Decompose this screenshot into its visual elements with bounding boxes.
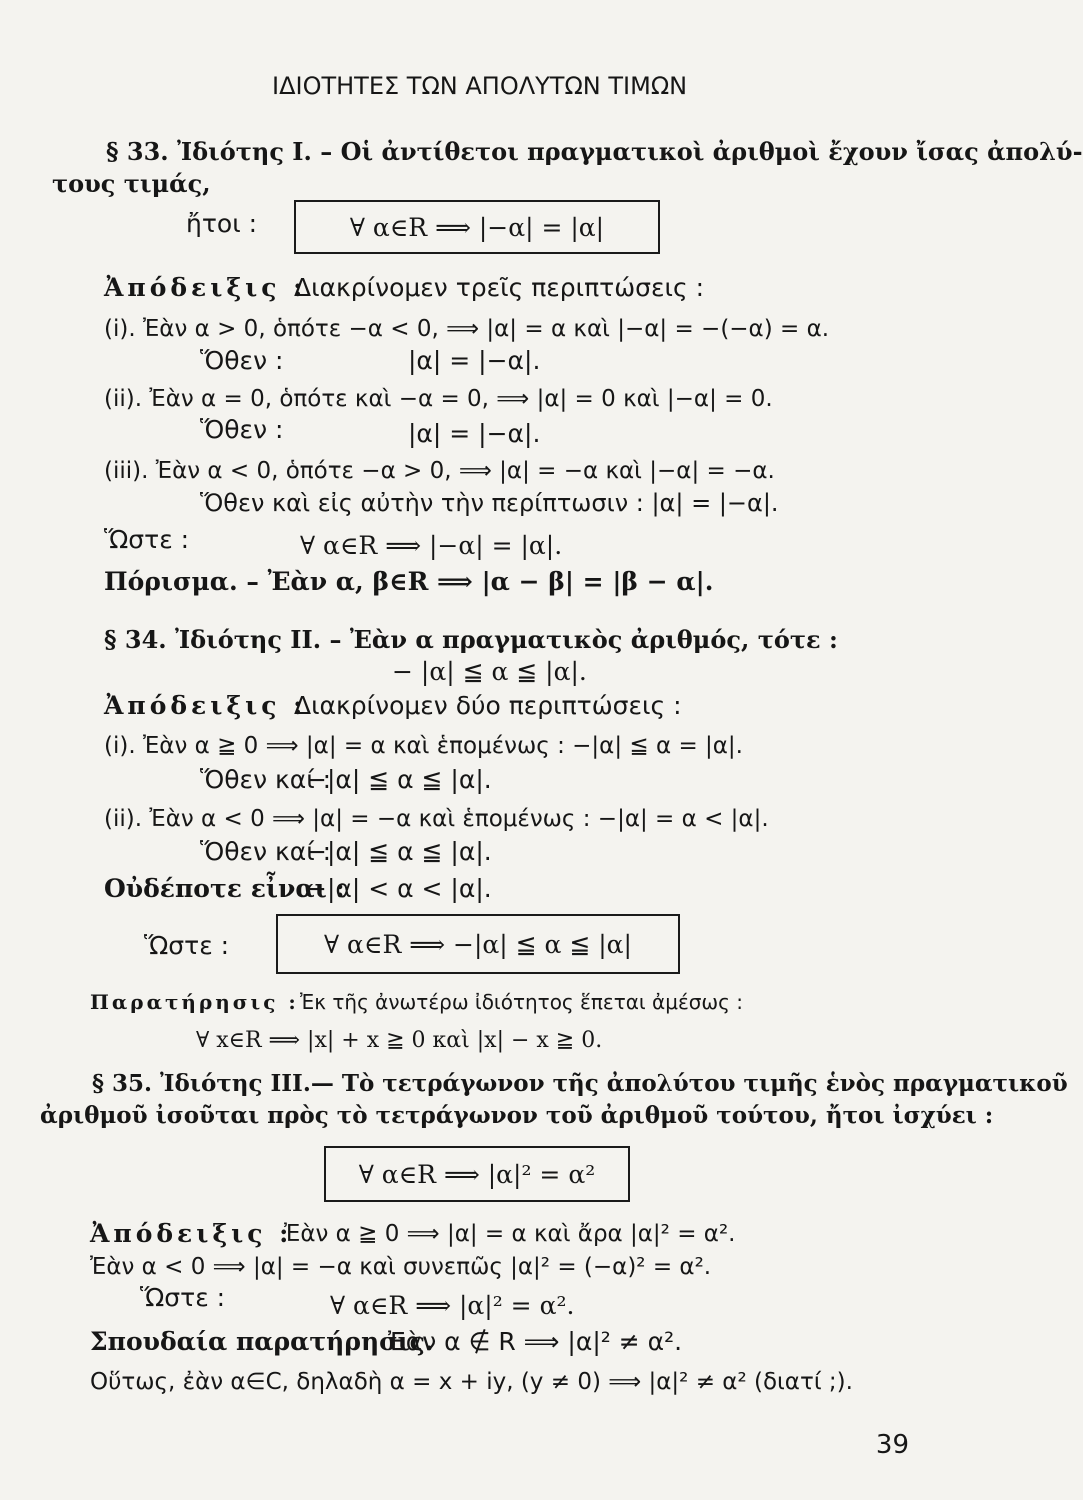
s33-case1: (i). Ἐὰν α > 0, ὁπότε −α < 0, ⟹ |α| = α καὶ |−α| = −(−α) = α. bbox=[104, 316, 830, 342]
page-number: 39 bbox=[875, 1430, 909, 1460]
s34-case2-then: −|α| ≦ α ≦ |α|. bbox=[306, 837, 492, 866]
s33-box-text: ∀ α∈R ⟹ |−α| = |α| bbox=[349, 212, 605, 242]
s34-remark-formula: ∀ x∈R ⟹ |x| + x ≧ 0 καὶ |x| − x ≧ 0. bbox=[196, 1028, 603, 1053]
s34-proof-intro: Διακρίνομεν δύο περιπτώσεις : bbox=[294, 691, 682, 720]
s34-case1-then: −|α| ≦ α ≦ |α|. bbox=[306, 765, 492, 794]
s33-hence: ∀ α∈R ⟹ |−α| = |α|. bbox=[300, 531, 563, 560]
s35-important-label: Σπουδαία παρατήρησις. bbox=[90, 1327, 434, 1356]
s34-case2-then-label: Ὅθεν καί : bbox=[200, 837, 332, 866]
s35-last-line: Οὕτως, ἐὰν α∈C, δηλαδὴ α = x + iy, (y ≠ 0) ⟹ |α|² ≠ α² (διατί ;). bbox=[90, 1369, 853, 1395]
page-title: ΙΔΙΟΤΗΤΕΣ ΤΩΝ ΑΠΟΛΥΤΩΝ ΤΙΜΩΝ bbox=[272, 72, 688, 100]
s34-hence-label: Ὥστε : bbox=[144, 931, 230, 960]
s34-remark-label: Παρατήρησις : bbox=[90, 990, 299, 1014]
s34-case1: (i). Ἐὰν α ≧ 0 ⟹ |α| = α καὶ ἑπομένως : −|α| ≦ α = |α|. bbox=[104, 733, 743, 759]
s33-case2-then-label: Ὅθεν : bbox=[200, 415, 284, 444]
s35-hence: ∀ α∈R ⟹ |α|² = α². bbox=[330, 1291, 575, 1320]
s33-case2: (ii). Ἐὰν α = 0, ὁπότε καὶ −α = 0, ⟹ |α| = 0 καὶ |−α| = 0. bbox=[104, 386, 773, 412]
s35-important-text: Ἐὰν α ∉ R ⟹ |α|² ≠ α². bbox=[388, 1327, 683, 1356]
s34-heading: § 34. Ἰδιότης II. – Ἐὰν α πραγματικὸς ἀριθμός, τότε : bbox=[104, 625, 838, 654]
s35-proof1: Ἐὰν α ≧ 0 ⟹ |α| = α καὶ ἄρα |α|² = α². bbox=[284, 1221, 736, 1247]
s33-case3: (iii). Ἐὰν α < 0, ὁπότε −α > 0, ⟹ |α| = −α καὶ |−α| = −α. bbox=[104, 458, 775, 484]
s33-case3-then: Ὅθεν καὶ εἰς αὐτὴν τὴν περίπτωσιν : |α| = |−α|. bbox=[200, 489, 779, 517]
s33-case1-then: |α| = |−α|. bbox=[408, 346, 541, 375]
s34-never: −|α| < α < |α|. bbox=[306, 874, 492, 903]
s33-case2-then: |α| = |−α|. bbox=[408, 419, 541, 448]
s35-proof2: Ἐὰν α < 0 ⟹ |α| = −α καὶ συνεπῶς |α|² = (−α)² = α². bbox=[90, 1254, 712, 1280]
s33-itoi: ἤτοι : bbox=[186, 209, 258, 238]
s35-box-text: ∀ α∈R ⟹ |α|² = α² bbox=[358, 1159, 596, 1189]
s33-proof-label: Ἀπόδειξις : bbox=[104, 273, 307, 302]
s35-boxed-formula bbox=[324, 1146, 630, 1202]
s33-hence-label: Ὥστε : bbox=[104, 525, 190, 554]
s33-heading: § 33. Ἰδιότης I. – Οἱ ἀντίθετοι πραγματικοὶ ἀριθμοὶ ἔχουν ἴσας ἀπολύ- bbox=[106, 137, 1083, 166]
s34-proof-label: Ἀπόδειξις : bbox=[104, 691, 307, 720]
s35-heading: § 35. Ἰδιότης III.— Τὸ τετράγωνον τῆς ἀπολύτου τιμῆς ἑνὸς πραγματικοῦ bbox=[92, 1070, 1068, 1097]
s34-formula: − |α| ≦ α ≦ |α|. bbox=[392, 657, 587, 686]
s34-remark: Ἐκ τῆς ἀνωτέρω ἰδιότητος ἕπεται ἀμέσως : bbox=[300, 990, 744, 1014]
s33-corollary: Πόρισμα. – Ἐὰν α, β∈R ⟹ |α − β| = |β − α|. bbox=[104, 567, 714, 596]
s35-heading-cont: ἀριθμοῦ ἰσοῦται πρὸς τὸ τετράγωνον τοῦ ἀριθμοῦ τούτου, ἤτοι ἰσχύει : bbox=[40, 1102, 994, 1129]
s35-proof-label: Ἀπόδειξις : bbox=[90, 1219, 293, 1248]
s34-case1-then-label: Ὅθεν καί : bbox=[200, 765, 332, 794]
s34-never-label: Οὐδέποτε εἶναι : bbox=[104, 874, 345, 903]
s33-heading-cont: τους τιμάς, bbox=[52, 169, 211, 198]
s33-proof-intro: Διακρίνομεν τρεῖς περιπτώσεις : bbox=[294, 273, 704, 302]
s34-case2: (ii). Ἐὰν α < 0 ⟹ |α| = −α καὶ ἑπομένως : −|α| = α < |α|. bbox=[104, 806, 769, 832]
s33-case1-then-label: Ὅθεν : bbox=[200, 346, 284, 375]
s33-boxed-formula bbox=[294, 200, 660, 254]
s34-box-text: ∀ α∈R ⟹ −|α| ≦ α ≦ |α| bbox=[324, 929, 632, 959]
s35-hence-label: Ὥστε : bbox=[140, 1283, 226, 1312]
s34-boxed-formula bbox=[276, 914, 680, 974]
